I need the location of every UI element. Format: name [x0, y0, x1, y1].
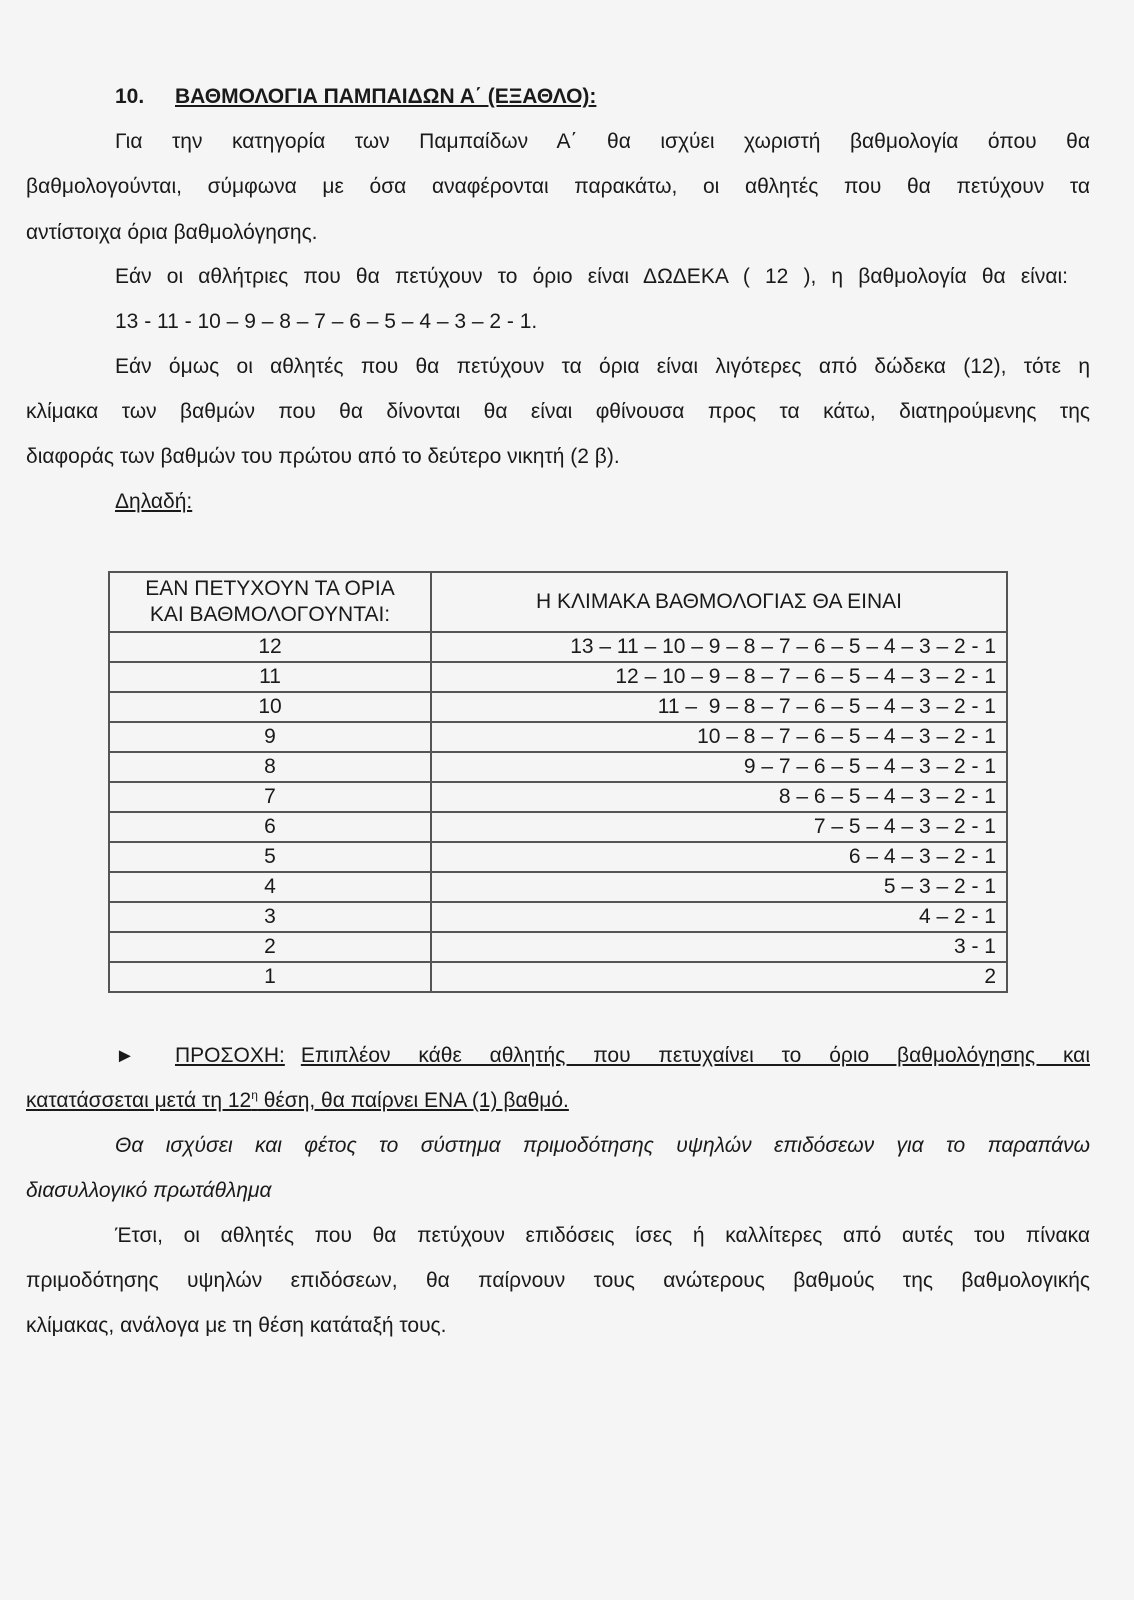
bonus-line-1: Θα ισχύσει και φέτος το σύστημα πριμοδότησης υψηλών επιδόσεων για το παραπάνω — [115, 1134, 1090, 1157]
row-scale: 2 — [431, 962, 1007, 992]
table-row — [109, 722, 1007, 752]
intro-line-2: βαθμολογούνται, σύμφωνα με όσα αναφέρονται παρακάτω, οι αθλητές που θα πετύχουν τα — [26, 175, 1090, 198]
section-number: 10. — [115, 85, 145, 108]
row-count: 9 — [109, 722, 431, 752]
table-row — [109, 842, 1007, 872]
header-scale: Η ΚΛΙΜΑΚΑ ΒΑΘΜΟΛΟΓΙΑΣ ΘΑ ΕΙΝΑΙ — [431, 572, 1007, 632]
thus-line-2: πριμοδότησης υψηλών επιδόσεων, θα παίρνουν τους ανώτερους βαθμούς της βαθμολογικής — [26, 1269, 1090, 1292]
fewer-line-1: Εάν όμως οι αθλητές που θα πετύχουν τα όρια είναι λιγότερες από δώδεκα (12), τότε η — [115, 355, 1090, 378]
bullet-arrow-icon: ► — [115, 1045, 135, 1067]
bonus-line-2: διασυλλογικό πρωτάθλημα — [26, 1179, 272, 1202]
header-count-line-2: ΚΑΙ ΒΑΘΜΟΛΟΓΟΥΝΤΑΙ: — [149, 603, 391, 626]
table-row — [109, 932, 1007, 962]
table-row — [109, 692, 1007, 722]
attention-line-2-pre: κατατάσσεται μετά τη 12 — [26, 1089, 252, 1112]
fewer-line-2: κλίμακα των βαθμών που θα δίνονται θα είναι φθίνουσα προς τα κάτω, διατηρούμενης της — [26, 400, 1090, 423]
row-count: 2 — [109, 932, 431, 962]
table-row — [109, 962, 1007, 992]
row-scale: 10 – 8 – 7 – 6 – 5 – 4 – 3 – 2 - 1 — [431, 722, 1007, 752]
row-scale: 8 – 6 – 5 – 4 – 3 – 2 - 1 — [431, 782, 1007, 812]
row-count: 4 — [109, 872, 431, 902]
attention-label: ΠΡΟΣΟΧΗ: — [175, 1044, 285, 1067]
row-count: 1 — [109, 962, 431, 992]
section-heading — [115, 84, 596, 110]
row-count: 12 — [109, 632, 431, 662]
header-count — [109, 572, 431, 632]
attention-line-1 — [115, 1043, 1090, 1069]
scoring-table — [108, 571, 1008, 993]
row-scale: 3 - 1 — [431, 932, 1007, 962]
table-row — [109, 872, 1007, 902]
row-scale: 7 – 5 – 4 – 3 – 2 - 1 — [431, 812, 1007, 842]
section-title: ΒΑΘΜΟΛΟΓΙΑ ΠΑΜΠΑΙΔΩΝ Α΄ (ΕΞΑΘΛΟ): — [175, 85, 597, 108]
thus-line-3: κλίμακας, ανάλογα με τη θέση κατάταξή τους. — [26, 1314, 447, 1337]
table-row — [109, 632, 1007, 662]
row-count: 8 — [109, 752, 431, 782]
row-count: 6 — [109, 812, 431, 842]
attention-line-2 — [26, 1088, 569, 1114]
table-row — [109, 662, 1007, 692]
row-scale: 12 – 10 – 9 – 8 – 7 – 6 – 5 – 4 – 3 – 2 - 1 — [431, 662, 1007, 692]
row-scale: 13 – 11 – 10 – 9 – 8 – 7 – 6 – 5 – 4 – 3 – 2 - 1 — [431, 632, 1007, 662]
thus-line-1: Έτσι, οι αθλητές που θα πετύχουν επιδόσεις ίσες ή καλλίτερες από αυτές του πίνακα — [115, 1224, 1090, 1247]
attention-line-2-post: θέση, θα παίρνει ΕΝΑ (1) βαθμό. — [257, 1089, 569, 1112]
twelve-line-1: Εάν οι αθλήτριες που θα πετύχουν το όριο είναι ΔΩΔΕΚΑ ( 12 ), η βαθμολογία θα είναι: — [115, 265, 1068, 288]
row-scale: 5 – 3 – 2 - 1 — [431, 872, 1007, 902]
twelve-scale: 13 - 11 - 10 – 9 – 8 – 7 – 6 – 5 – 4 – 3 – 2 - 1. — [115, 310, 538, 333]
row-count: 3 — [109, 902, 431, 932]
namely-label: Δηλαδή: — [115, 490, 193, 513]
table-row — [109, 902, 1007, 932]
header-count-line-1: ΕΑΝ ΠΕΤΥΧΟΥΝ ΤΑ ΟΡΙΑ — [145, 577, 395, 600]
intro-line-1: Για την κατηγορία των Παμπαίδων Α΄ θα ισχύει χωριστή βαθμολογία όπου θα — [115, 130, 1090, 153]
row-count: 11 — [109, 662, 431, 692]
table-row — [109, 752, 1007, 782]
ordinal-suffix: η — [251, 1088, 258, 1102]
intro-line-3: αντίστοιχα όρια βαθμολόγησης. — [26, 221, 318, 244]
row-count: 10 — [109, 692, 431, 722]
table-header-row — [109, 572, 1007, 632]
attention-text: Επιπλέον κάθε αθλητής που πετυχαίνει το όριο βαθμολόγησης και — [300, 1044, 1090, 1067]
row-scale: 6 – 4 – 3 – 2 - 1 — [431, 842, 1007, 872]
row-count: 5 — [109, 842, 431, 872]
table-row — [109, 782, 1007, 812]
table-row — [109, 812, 1007, 842]
fewer-line-3: διαφοράς των βαθμών του πρώτου από το δεύτερο νικητή (2 β). — [26, 445, 620, 468]
row-scale: 4 – 2 - 1 — [431, 902, 1007, 932]
row-count: 7 — [109, 782, 431, 812]
row-scale: 9 – 7 – 6 – 5 – 4 – 3 – 2 - 1 — [431, 752, 1007, 782]
row-scale: 11 – 9 – 8 – 7 – 6 – 5 – 4 – 3 – 2 - 1 — [431, 692, 1007, 722]
